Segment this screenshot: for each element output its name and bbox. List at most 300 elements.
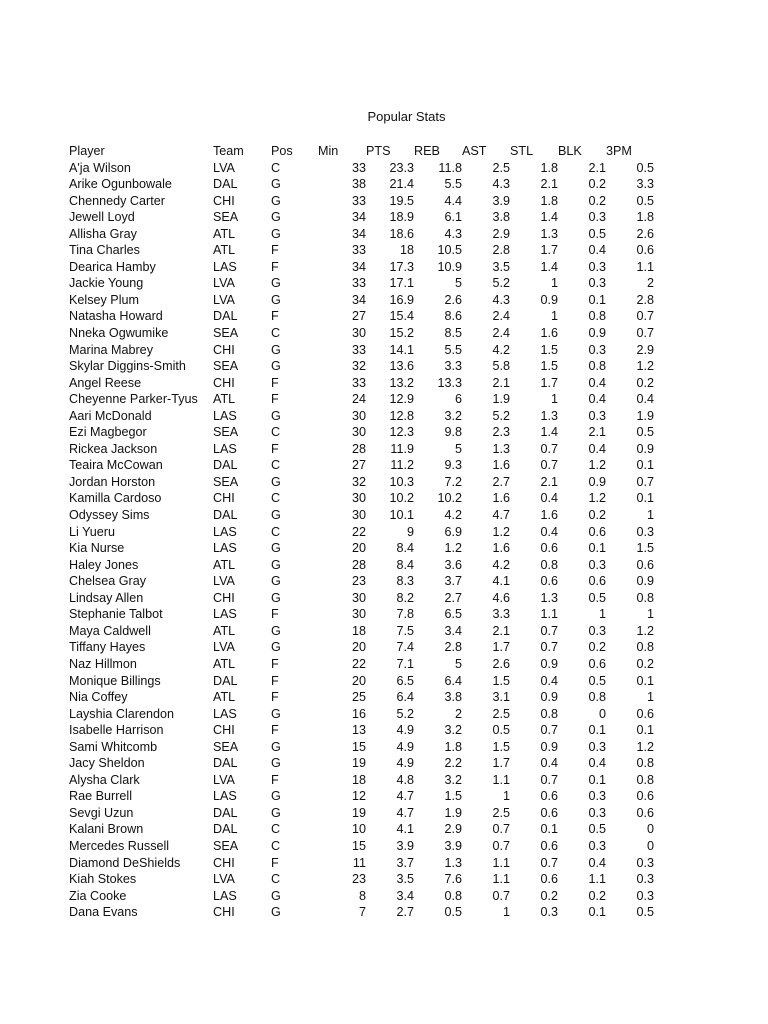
pts-cell: 4.7 — [396, 805, 414, 820]
ast-cell: 1 — [502, 905, 510, 920]
team-cell: LVA — [213, 640, 235, 655]
table-row — [67, 904, 654, 921]
stl-cell: 0.6 — [540, 838, 558, 853]
player-cell: Kiah Stokes — [69, 872, 137, 887]
team-cell: DAL — [213, 177, 238, 192]
pts-cell: 13.2 — [389, 375, 414, 390]
player-cell: Sevgi Uzun — [69, 805, 134, 820]
table-row — [67, 507, 654, 524]
reb-cell: 4.3 — [444, 226, 462, 241]
player-cell: Lindsay Allen — [69, 590, 144, 605]
table-row — [67, 457, 654, 474]
team-cell: CHI — [213, 342, 235, 357]
stl-cell: 2.1 — [540, 474, 558, 489]
ast-cell: 2.1 — [492, 623, 510, 638]
team-cell: LVA — [213, 574, 235, 589]
ast-cell: 3.3 — [492, 607, 510, 622]
blk-cell: 0.2 — [588, 888, 606, 903]
team-cell: CHI — [213, 905, 235, 920]
min-cell: 28 — [351, 557, 366, 572]
team-cell: DAL — [213, 805, 238, 820]
3pm-cell: 0.6 — [636, 805, 654, 820]
pts-cell: 4.9 — [396, 723, 414, 738]
pts-cell: 18.9 — [389, 210, 414, 225]
team-cell: LAS — [213, 706, 237, 721]
ast-cell: 3.1 — [492, 690, 510, 705]
pts-cell: 16.9 — [389, 292, 414, 307]
pos-cell: G — [271, 623, 281, 638]
team-cell: CHI — [213, 590, 235, 605]
blk-cell: 0.2 — [588, 193, 606, 208]
ast-cell: 2.5 — [492, 160, 510, 175]
min-cell: 30 — [351, 508, 366, 523]
blk-cell: 0.2 — [588, 508, 606, 523]
reb-cell: 2.6 — [444, 292, 462, 307]
min-cell: 24 — [351, 392, 366, 407]
column-header-3pm: 3PM — [606, 144, 632, 158]
player-cell: Aari McDonald — [69, 408, 152, 423]
column-header-team: Team — [213, 144, 244, 158]
table-row — [67, 242, 654, 259]
3pm-cell: 0.3 — [636, 855, 654, 870]
blk-cell: 0 — [598, 706, 606, 721]
table-row — [67, 325, 654, 342]
3pm-cell: 0.3 — [636, 872, 654, 887]
3pm-cell: 1.2 — [636, 739, 654, 754]
team-cell: SEA — [213, 739, 239, 754]
pos-cell: C — [271, 524, 281, 539]
table-row — [67, 441, 654, 458]
reb-cell: 13.3 — [437, 375, 462, 390]
stl-cell: 0.6 — [540, 805, 558, 820]
pts-cell: 7.4 — [396, 640, 414, 655]
pos-cell: G — [271, 210, 281, 225]
table-row — [67, 739, 654, 756]
blk-cell: 0.3 — [588, 259, 606, 274]
table-row — [67, 871, 654, 888]
stl-cell: 1.6 — [540, 508, 558, 523]
pos-cell: G — [271, 756, 281, 771]
min-cell: 30 — [351, 326, 366, 341]
blk-cell: 0.3 — [588, 739, 606, 754]
table-row — [67, 226, 654, 243]
reb-cell: 4.2 — [444, 508, 462, 523]
reb-cell: 10.9 — [437, 259, 462, 274]
pts-cell: 4.8 — [396, 772, 414, 787]
ast-cell: 5.8 — [492, 359, 510, 374]
3pm-cell: 0.7 — [636, 309, 654, 324]
player-cell: Allisha Gray — [69, 226, 137, 241]
min-cell: 20 — [351, 640, 366, 655]
table-row — [67, 275, 654, 292]
stl-cell: 0.7 — [540, 623, 558, 638]
3pm-cell: 0.9 — [636, 441, 654, 456]
pos-cell: G — [271, 557, 281, 572]
page-title: Popular Stats — [367, 109, 446, 124]
3pm-cell: 0.6 — [636, 243, 654, 258]
blk-cell: 0.4 — [588, 855, 606, 870]
3pm-cell: 0 — [646, 822, 654, 837]
min-cell: 27 — [351, 458, 366, 473]
pos-cell: C — [271, 872, 281, 887]
player-cell: Teaira McCowan — [69, 458, 163, 473]
pts-cell: 14.1 — [389, 342, 414, 357]
pts-cell: 8.2 — [396, 590, 414, 605]
blk-cell: 0.3 — [588, 276, 606, 291]
3pm-cell: 1.9 — [636, 408, 654, 423]
blk-cell: 0.3 — [588, 789, 606, 804]
reb-cell: 5.5 — [444, 342, 462, 357]
pts-cell: 6.4 — [396, 690, 414, 705]
stl-cell: 0.4 — [540, 524, 558, 539]
ast-cell: 4.2 — [492, 557, 510, 572]
pos-cell: F — [271, 441, 279, 456]
table-row — [67, 524, 654, 541]
pts-cell: 10.3 — [389, 474, 414, 489]
ast-cell: 3.9 — [492, 193, 510, 208]
pos-cell: F — [271, 855, 279, 870]
pos-cell: C — [271, 160, 281, 175]
player-cell: Tina Charles — [69, 243, 140, 258]
pos-cell: G — [271, 640, 281, 655]
blk-cell: 1.2 — [588, 491, 606, 506]
table-row — [67, 590, 654, 607]
reb-cell: 5 — [454, 656, 462, 671]
stl-cell: 0.9 — [540, 739, 558, 754]
team-cell: DAL — [213, 673, 238, 688]
pts-cell: 21.4 — [389, 177, 414, 192]
table-row — [67, 557, 654, 574]
reb-cell: 7.6 — [444, 872, 462, 887]
stl-cell: 1.7 — [540, 243, 558, 258]
pts-cell: 18 — [399, 243, 414, 258]
min-cell: 18 — [351, 772, 366, 787]
reb-cell: 10.2 — [437, 491, 462, 506]
table-row — [67, 606, 654, 623]
reb-cell: 3.7 — [444, 574, 462, 589]
ast-cell: 0.7 — [492, 838, 510, 853]
reb-cell: 0.5 — [444, 905, 462, 920]
reb-cell: 9.3 — [444, 458, 462, 473]
pos-cell: G — [271, 789, 281, 804]
table-row — [67, 160, 654, 177]
player-cell: A'ja Wilson — [69, 160, 131, 175]
ast-cell: 4.1 — [492, 574, 510, 589]
player-cell: Haley Jones — [69, 557, 139, 572]
team-cell: LAS — [213, 259, 237, 274]
player-cell: Sami Whitcomb — [69, 739, 158, 754]
ast-cell: 1.1 — [492, 872, 510, 887]
table-row — [67, 772, 654, 789]
pos-cell: G — [271, 541, 281, 556]
reb-cell: 3.2 — [444, 408, 462, 423]
3pm-cell: 2 — [646, 276, 654, 291]
3pm-cell: 0.4 — [636, 392, 654, 407]
stl-cell: 0.6 — [540, 541, 558, 556]
min-cell: 22 — [351, 524, 366, 539]
reb-cell: 6.4 — [444, 673, 462, 688]
reb-cell: 1.3 — [444, 855, 462, 870]
stl-cell: 0.6 — [540, 574, 558, 589]
pts-cell: 7.5 — [396, 623, 414, 638]
ast-cell: 2.5 — [492, 706, 510, 721]
player-cell: Cheyenne Parker-Tyus — [69, 392, 198, 407]
table-row — [67, 490, 654, 507]
reb-cell: 1.2 — [444, 541, 462, 556]
3pm-cell: 1.2 — [636, 359, 654, 374]
player-cell: Nneka Ogwumike — [69, 326, 169, 341]
table-row — [67, 292, 654, 309]
stl-cell: 1.8 — [540, 193, 558, 208]
min-cell: 30 — [351, 607, 366, 622]
min-cell: 33 — [351, 342, 366, 357]
min-cell: 15 — [351, 739, 366, 754]
blk-cell: 0.4 — [588, 392, 606, 407]
column-header-pos: Pos — [271, 144, 293, 158]
min-cell: 34 — [351, 210, 366, 225]
stl-cell: 0.9 — [540, 656, 558, 671]
reb-cell: 11.8 — [438, 160, 462, 175]
ast-cell: 2.8 — [492, 243, 510, 258]
min-cell: 19 — [351, 756, 366, 771]
blk-cell: 0.5 — [588, 226, 606, 241]
reb-cell: 5 — [454, 441, 462, 456]
stl-cell: 1.1 — [540, 607, 558, 622]
pos-cell: F — [271, 309, 279, 324]
player-cell: Chennedy Carter — [69, 193, 165, 208]
ast-cell: 2.5 — [492, 805, 510, 820]
player-cell: Nia Coffey — [69, 690, 128, 705]
3pm-cell: 0.7 — [636, 474, 654, 489]
reb-cell: 9.8 — [444, 425, 462, 440]
team-cell: SEA — [213, 326, 239, 341]
team-cell: ATL — [213, 392, 236, 407]
player-cell: Monique Billings — [69, 673, 161, 688]
stl-cell: 0.9 — [540, 690, 558, 705]
team-cell: ATL — [213, 656, 236, 671]
table-row — [67, 888, 654, 905]
pos-cell: G — [271, 888, 281, 903]
stl-cell: 0.4 — [540, 491, 558, 506]
reb-cell: 2.9 — [444, 822, 462, 837]
min-cell: 32 — [351, 359, 366, 374]
team-cell: DAL — [213, 309, 238, 324]
reb-cell: 3.3 — [444, 359, 462, 374]
min-cell: 19 — [351, 805, 366, 820]
blk-cell: 2.1 — [588, 160, 606, 175]
reb-cell: 1.9 — [444, 805, 462, 820]
pts-cell: 9 — [406, 524, 414, 539]
min-cell: 38 — [351, 177, 366, 192]
player-cell: Kamilla Cardoso — [69, 491, 162, 506]
reb-cell: 2.2 — [444, 756, 462, 771]
pos-cell: F — [271, 243, 279, 258]
stl-cell: 0.4 — [540, 673, 558, 688]
pts-cell: 3.4 — [396, 888, 414, 903]
table-row — [67, 308, 654, 325]
min-cell: 34 — [351, 259, 366, 274]
pts-cell: 15.4 — [389, 309, 414, 324]
3pm-cell: 1 — [646, 607, 654, 622]
blk-cell: 0.4 — [588, 441, 606, 456]
ast-cell: 2.4 — [492, 326, 510, 341]
pos-cell: F — [271, 656, 279, 671]
3pm-cell: 0.2 — [636, 375, 654, 390]
team-cell: ATL — [213, 690, 236, 705]
pts-cell: 18.6 — [389, 226, 414, 241]
pos-cell: G — [271, 292, 281, 307]
min-cell: 16 — [351, 706, 366, 721]
pos-cell: F — [271, 375, 279, 390]
player-cell: Tiffany Hayes — [69, 640, 146, 655]
player-cell: Odyssey Sims — [69, 508, 150, 523]
min-cell: 33 — [351, 243, 366, 258]
min-cell: 33 — [351, 193, 366, 208]
reb-cell: 3.9 — [444, 838, 462, 853]
min-cell: 30 — [351, 491, 366, 506]
player-cell: Alysha Clark — [69, 772, 140, 787]
blk-cell: 0.3 — [588, 623, 606, 638]
pts-cell: 3.5 — [396, 872, 414, 887]
pos-cell: G — [271, 706, 281, 721]
pos-cell: F — [271, 673, 279, 688]
ast-cell: 2.9 — [492, 226, 510, 241]
min-cell: 25 — [351, 690, 366, 705]
stl-cell: 0.2 — [540, 888, 558, 903]
pts-cell: 4.7 — [396, 789, 414, 804]
blk-cell: 0.5 — [588, 822, 606, 837]
player-cell: Arike Ogunbowale — [69, 177, 172, 192]
3pm-cell: 0.8 — [636, 772, 654, 787]
3pm-cell: 1.1 — [636, 259, 654, 274]
ast-cell: 4.3 — [492, 292, 510, 307]
reb-cell: 6 — [454, 392, 462, 407]
min-cell: 34 — [351, 292, 366, 307]
team-cell: SEA — [213, 425, 239, 440]
ast-cell: 1.7 — [492, 640, 510, 655]
blk-cell: 0.8 — [588, 309, 606, 324]
player-cell: Isabelle Harrison — [69, 723, 164, 738]
player-cell: Kia Nurse — [69, 541, 125, 556]
table-row — [67, 358, 654, 375]
table-row — [67, 755, 654, 772]
3pm-cell: 1.2 — [636, 623, 654, 638]
blk-cell: 0.9 — [588, 474, 606, 489]
3pm-cell: 0.1 — [636, 673, 654, 688]
pos-cell: C — [271, 326, 281, 341]
player-cell: Rae Burrell — [69, 789, 132, 804]
pts-cell: 17.3 — [389, 259, 414, 274]
table-row — [67, 573, 654, 590]
team-cell: LVA — [213, 292, 235, 307]
min-cell: 28 — [351, 441, 366, 456]
team-cell: LVA — [213, 160, 235, 175]
team-cell: DAL — [213, 458, 238, 473]
team-cell: DAL — [213, 822, 238, 837]
stl-cell: 1.5 — [540, 359, 558, 374]
team-cell: LAS — [213, 408, 237, 423]
reb-cell: 2.8 — [444, 640, 462, 655]
team-cell: DAL — [213, 508, 238, 523]
table-row — [67, 623, 654, 640]
team-cell: CHI — [213, 375, 235, 390]
pos-cell: G — [271, 474, 281, 489]
reb-cell: 10.5 — [437, 243, 462, 258]
table-row — [67, 805, 654, 822]
blk-cell: 0.1 — [588, 772, 606, 787]
pts-cell: 3.9 — [396, 838, 414, 853]
pos-cell: G — [271, 574, 281, 589]
pos-cell: F — [271, 772, 279, 787]
team-cell: CHI — [213, 491, 235, 506]
3pm-cell: 0.8 — [636, 640, 654, 655]
table-row — [67, 656, 654, 673]
ast-cell: 2.1 — [492, 375, 510, 390]
stl-cell: 0.4 — [540, 756, 558, 771]
stl-cell: 1.5 — [540, 342, 558, 357]
pts-cell: 13.6 — [389, 359, 414, 374]
pos-cell: C — [271, 458, 281, 473]
stl-cell: 0.6 — [540, 789, 558, 804]
pts-cell: 4.9 — [396, 756, 414, 771]
min-cell: 20 — [351, 673, 366, 688]
3pm-cell: 0.1 — [636, 723, 654, 738]
player-cell: Dearica Hamby — [69, 259, 156, 274]
stl-cell: 0.1 — [540, 822, 558, 837]
team-cell: CHI — [213, 193, 235, 208]
reb-cell: 8.6 — [444, 309, 462, 324]
pos-cell: G — [271, 508, 281, 523]
player-cell: Natasha Howard — [69, 309, 163, 324]
reb-cell: 6.1 — [444, 210, 462, 225]
team-cell: SEA — [213, 210, 239, 225]
stl-cell: 1.3 — [540, 408, 558, 423]
pos-cell: G — [271, 408, 281, 423]
table-row — [67, 540, 654, 557]
stl-cell: 1.4 — [540, 259, 558, 274]
3pm-cell: 0.6 — [636, 557, 654, 572]
stl-cell: 0.7 — [540, 458, 558, 473]
min-cell: 33 — [351, 276, 366, 291]
ast-cell: 1.1 — [492, 772, 510, 787]
column-header-min: Min — [318, 144, 339, 158]
team-cell: LAS — [213, 524, 237, 539]
team-cell: LAS — [213, 789, 237, 804]
blk-cell: 0.5 — [588, 673, 606, 688]
ast-cell: 1 — [502, 789, 510, 804]
min-cell: 18 — [351, 623, 366, 638]
table-row — [67, 722, 654, 739]
ast-cell: 3.8 — [492, 210, 510, 225]
ast-cell: 4.7 — [492, 508, 510, 523]
3pm-cell: 0.6 — [636, 706, 654, 721]
pos-cell: F — [271, 690, 279, 705]
table-row — [67, 855, 654, 872]
team-cell: ATL — [213, 226, 236, 241]
player-cell: Jacy Sheldon — [69, 756, 145, 771]
player-cell: Li Yueru — [69, 524, 115, 539]
pts-cell: 23.3 — [389, 160, 414, 175]
pos-cell: F — [271, 259, 279, 274]
ast-cell: 1.7 — [492, 756, 510, 771]
reb-cell: 6.9 — [444, 524, 462, 539]
pos-cell: G — [271, 342, 281, 357]
reb-cell: 3.6 — [444, 557, 462, 572]
stl-cell: 1.4 — [540, 210, 558, 225]
3pm-cell: 1.5 — [636, 541, 654, 556]
team-cell: LVA — [213, 872, 235, 887]
blk-cell: 0.3 — [588, 342, 606, 357]
